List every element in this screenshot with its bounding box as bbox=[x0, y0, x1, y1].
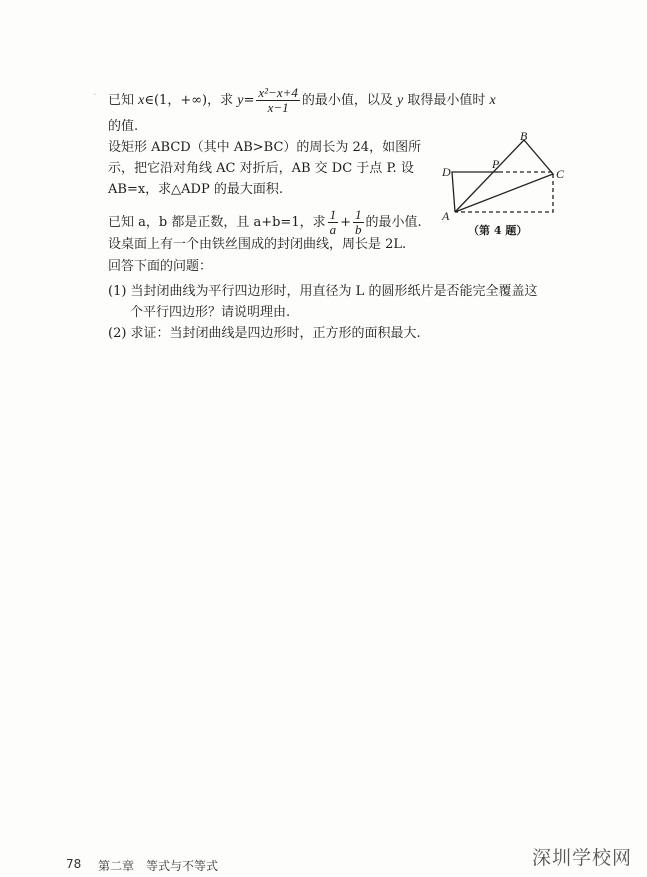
problem-6-sub-1-cont: 个平行四边形？请说明理由. bbox=[130, 305, 291, 320]
problem-3-line-1 bbox=[108, 86, 496, 115]
problem-6-line-1: 设桌面上有一个由铁丝围成的封闭曲线，周长是 2L. bbox=[108, 237, 407, 252]
var: x bbox=[489, 93, 496, 108]
numerator: x²−x+4 bbox=[258, 85, 298, 100]
fraction-1-over-b bbox=[353, 208, 364, 237]
text: 已知 bbox=[108, 93, 139, 108]
fraction bbox=[256, 86, 299, 115]
var: y bbox=[397, 93, 404, 108]
denominator: a bbox=[329, 222, 337, 237]
numerator: 1 bbox=[355, 207, 362, 222]
numerator: 1 bbox=[329, 207, 337, 222]
var: y bbox=[237, 93, 244, 108]
problem-6-sub-2: (2) 求证：当封闭曲线是四边形时，正方形的面积最大. bbox=[108, 326, 421, 341]
figure-caption: （第 4 题） bbox=[468, 224, 528, 237]
fraction-1-over-a bbox=[328, 208, 339, 237]
text: 的最小值，以及 bbox=[301, 93, 398, 108]
var: x bbox=[138, 93, 145, 108]
text: = bbox=[243, 93, 255, 108]
text: 的最小值. bbox=[365, 215, 422, 230]
chapter-title: 第二章 等式与不等式 bbox=[98, 859, 219, 873]
folded-triangle-abc bbox=[455, 140, 553, 212]
problem-3-line-2: 的值. bbox=[108, 119, 139, 134]
label-a: A bbox=[442, 209, 450, 223]
text: 已知 a，b 都是正数，且 a+b=1，求 bbox=[108, 215, 326, 230]
label-p: P bbox=[492, 157, 500, 171]
problem-4-line-2: 示，把它沿对角线 AC 对折后，AB 交 DC 于点 P. 设 bbox=[108, 161, 414, 176]
problem-4-line-3: AB=x，求△ADP 的最大面积. bbox=[108, 182, 283, 197]
problem-6-sub-1: (1) 当封闭曲线为平行四边形时，用直径为 L 的圆形纸片是否能完全覆盖这 bbox=[108, 284, 538, 299]
page-number: 78 bbox=[66, 857, 82, 871]
problem-4-line-1: 设矩形 ABCD（其中 AB>BC）的周长为 24，如图所 bbox=[108, 140, 422, 155]
denominator: b bbox=[355, 222, 362, 237]
text: + bbox=[340, 215, 352, 230]
text: ∈(1，+∞)，求 bbox=[144, 93, 238, 108]
problem-5-line-1 bbox=[108, 208, 422, 237]
label-c: C bbox=[556, 167, 565, 181]
denominator: x−1 bbox=[267, 100, 289, 115]
watermark: 深圳学校网 bbox=[532, 847, 633, 869]
problem-marker: · bbox=[93, 88, 97, 101]
rectangle-fold-figure bbox=[440, 132, 580, 224]
problem-6-line-2: 回答下面的问题： bbox=[108, 259, 213, 274]
text: 取得最小值时 bbox=[403, 93, 490, 108]
segment-a-d-p bbox=[452, 172, 499, 212]
label-b: B bbox=[520, 132, 528, 143]
label-d: D bbox=[442, 165, 451, 179]
